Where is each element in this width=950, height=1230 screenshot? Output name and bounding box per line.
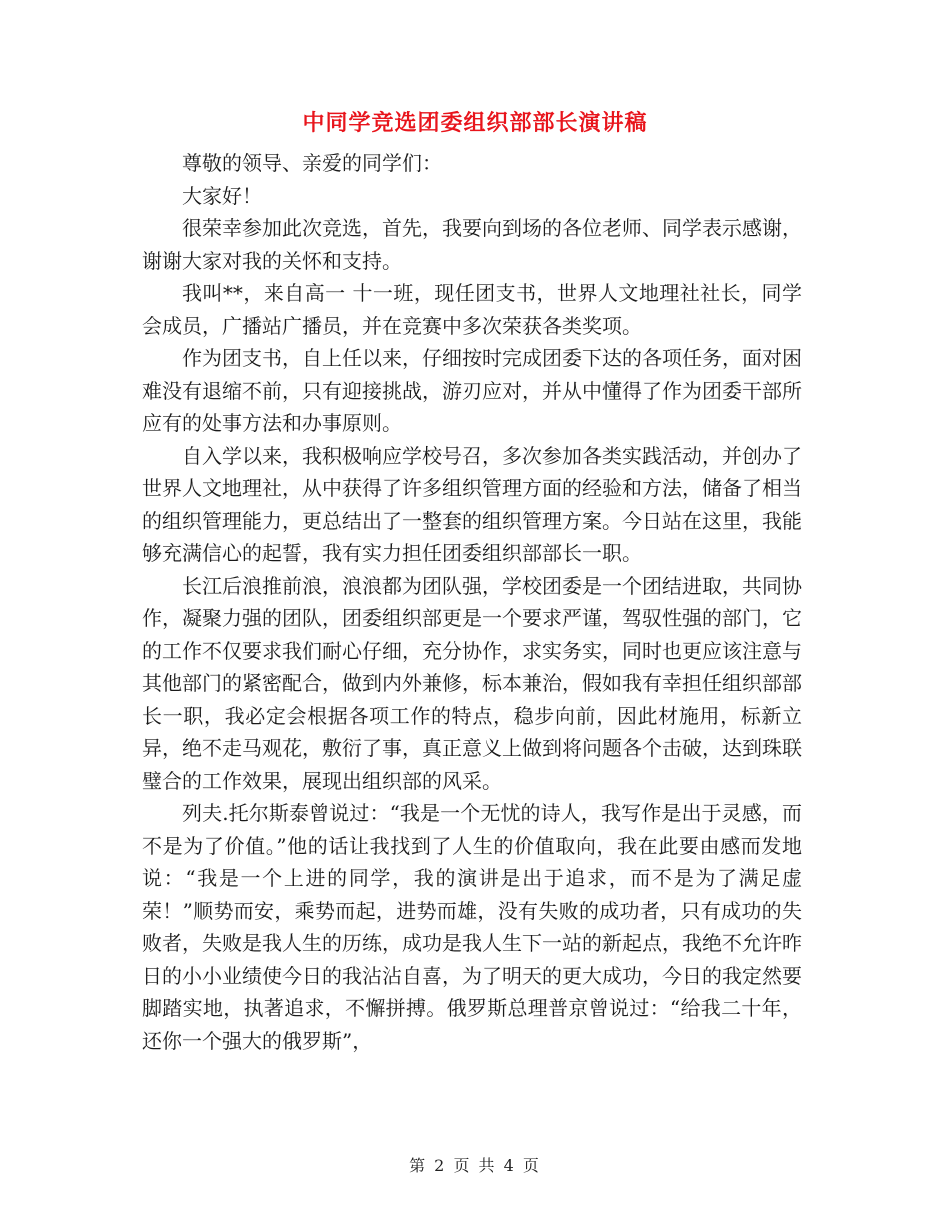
paragraph-greeting: 大家好！ [182,183,262,208]
document-body [142,147,802,1057]
paragraph-quote: 列夫.托尔斯泰曾说过：“我是一个无忧的诗人，我写作是出于灵感，而不是为了价值。”他的话让我找到了人生的价值取向，我在此要由感而发地说：“我是一个上进的同学，我的演讲是出于追求，而不是为了满足虚荣！”顺势而安，乘势而起，进势而雄，没有失败的成功者，只有成功的失败者，失败是我人生的历练，成功是我人生下一站的新起点，我绝不允许昨日的小小业绩使今日的我沾沾自喜，为了明天的更大成功，今日的我定然要脚踏实地，执著追求，不懈拼搏。俄罗斯总理普京曾说过：“给我二十年，还你一个强大的俄罗斯”， [142,801,802,1053]
paragraph-activities: 自入学以来，我积极响应学校号召，多次参加各类实践活动，并创办了世界人文地理社，从中获得了许多组织管理方面的经验和方法，储备了相当的组织管理能力，更总结出了一整套的组织管理方案。今日站在这里，我能够充满信心的起誓，我有实力担任团委组织部部长一职。 [142,443,802,565]
paragraph-introduction: 我叫**，来自高一 十一班，现任团支书，世界人文地理社社长，同学会成员，广播站广播员，并在竞赛中多次荣获各类奖项。 [142,281,802,338]
paragraph-salutation: 尊敬的领导、亲爱的同学们： [182,151,442,175]
paragraph-department: 长江后浪推前浪，浪浪都为团队强，学校团委是一个团结进取，共同协作，凝聚力强的团队，团委组织部更是一个要求严谨，驾驭性强的部门，它的工作不仅要求我们耐心仔细，充分协作，求实务实，同时也更应该注意与其他部门的紧密配合，做到内外兼修，标本兼治，假如我有幸担任组织部部长一职，我必定会根据各项工作的特点，稳步向前，因此材施用，标新立异，绝不走马观花，敷衍了事，真正意义上做到将问题各个击破，达到珠联璧合的工作效果，展现出组织部的风采。 [142,573,802,793]
paragraph-experience: 作为团支书，自上任以来，仔细按时完成团委下达的各项任务，面对困难没有退缩不前，只有迎接挑战，游刃应对，并从中懂得了作为团委干部所应有的处事方法和办事原则。 [142,346,802,435]
page-number-footer: 第 2 页 共 4 页 [409,1156,541,1175]
paragraph-thanks: 很荣幸参加此次竞选，首先，我要向到场的各位老师、同学表示感谢，谢谢大家对我的关怀和支持。 [142,216,802,273]
document-title: 中同学竞选团委组织部部长演讲稿 [302,111,648,136]
